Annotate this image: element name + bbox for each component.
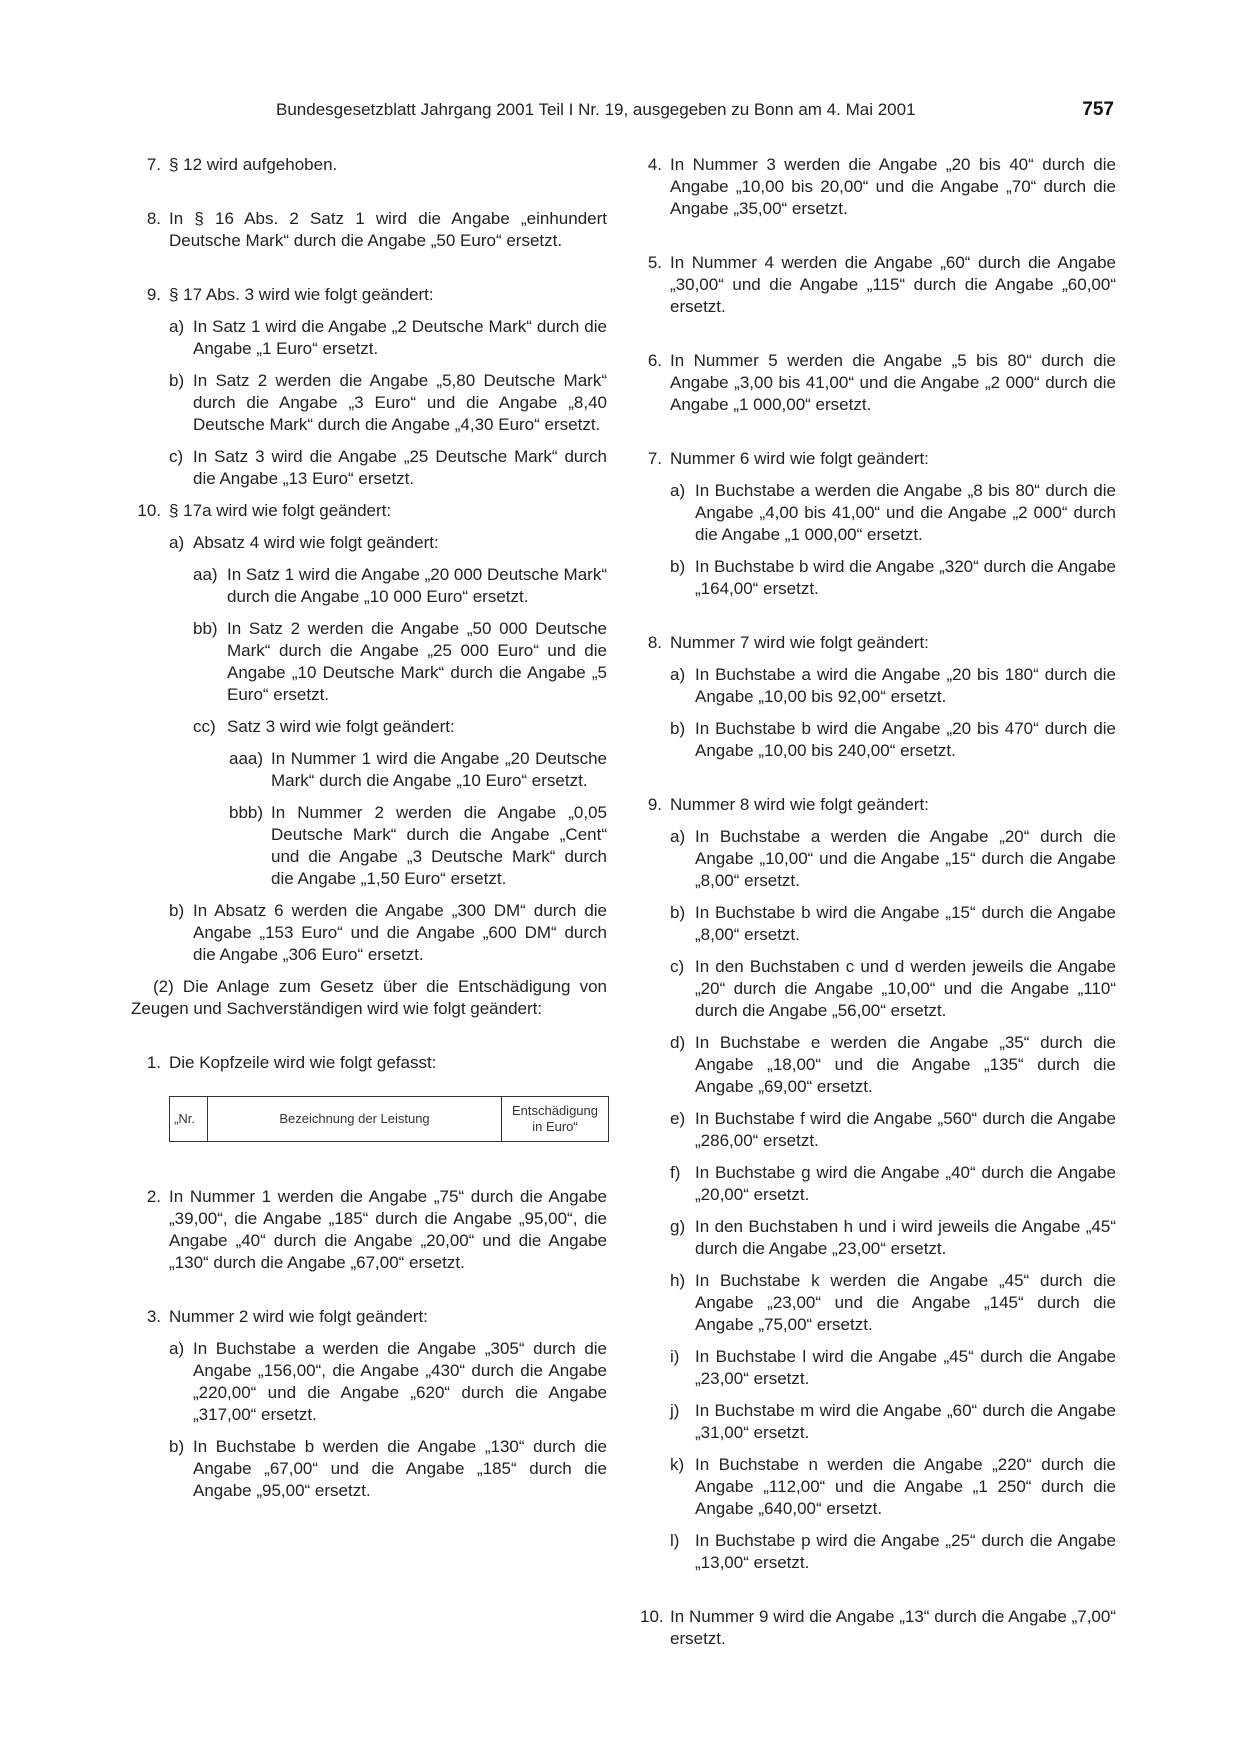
- item-number: 5.: [647, 253, 662, 272]
- item-number: 8.: [146, 209, 161, 228]
- list-item: [640, 718, 1116, 762]
- item-text: In Buchstabe k werden die Angabe „45“ durch die Angabe „23,00“ und die Angabe „145“ durch die Angabe „75,00“ ersetzt.: [695, 1271, 1116, 1334]
- item-letter: a): [169, 533, 185, 552]
- item-letter: i): [670, 1347, 680, 1366]
- item-text: In Buchstabe a werden die Angabe „8 bis 80“ durch die Angabe „4,00 bis 41,00“ und die Angabe „2 000“ durch die Angabe „1 000,00“ ersetzt.: [695, 481, 1116, 544]
- list-item: [131, 748, 607, 792]
- item-letter: a): [169, 317, 185, 336]
- list-item: [131, 446, 607, 490]
- item-letter: bb): [193, 619, 218, 638]
- item-text: In den Buchstaben h und i wird jeweils die Angabe „45“ durch die Angabe „23,00“ ersetzt.: [695, 1217, 1116, 1258]
- list-item: [640, 252, 1116, 318]
- list-item: [131, 1306, 607, 1328]
- table-header-entschaedigung: [502, 1097, 608, 1141]
- item-text: In Buchstabe n werden die Angabe „220“ durch die Angabe „112,00“ und die Angabe „1 250“ durch die Angabe „640,00“ ersetzt.: [695, 1455, 1116, 1518]
- item-text: In Buchstabe e werden die Angabe „35“ durch die Angabe „18,00“ und die Angabe „135“ durch die Angabe „69,00“ ersetzt.: [695, 1033, 1116, 1096]
- item-text: In Satz 2 werden die Angabe „50 000 Deutsche Mark“ durch die Angabe „25 000 Euro“ und die Angabe „10 Deutsche Mark“ durch die Angabe „5 Euro“ ersetzt.: [227, 619, 607, 704]
- list-item: [640, 1454, 1116, 1520]
- item-text: In § 16 Abs. 2 Satz 1 wird die Angabe „einhundert Deutsche Mark“ durch die Angabe „50 Euro“ ersetzt.: [169, 209, 607, 250]
- item-text: In Buchstabe a werden die Angabe „305“ durch die Angabe „156,00“, die Angabe „430“ durch die Angabe „220,00“ und die Angabe „620“ durch die Angabe „317,00“ ersetzt.: [193, 1339, 607, 1424]
- item-number: 9.: [146, 285, 161, 304]
- item-number: 7.: [647, 449, 662, 468]
- item-text: § 17a wird wie folgt geändert:: [169, 501, 392, 520]
- item-text: In Buchstabe b wird die Angabe „15“ durch die Angabe „8,00“ ersetzt.: [695, 903, 1116, 944]
- item-letter: a): [670, 827, 686, 846]
- list-item: [640, 1162, 1116, 1206]
- item-letter: e): [670, 1109, 686, 1128]
- list-item: [640, 826, 1116, 892]
- item-text: In Buchstabe m wird die Angabe „60“ durch die Angabe „31,00“ ersetzt.: [695, 1401, 1116, 1442]
- list-item: [640, 956, 1116, 1022]
- table-header-leistung: Bezeichnung der Leistung: [208, 1097, 502, 1141]
- item-text: In Buchstabe p wird die Angabe „25“ durch die Angabe „13,00“ ersetzt.: [695, 1531, 1116, 1572]
- item-text: Nummer 8 wird wie folgt geändert:: [670, 795, 929, 814]
- item-number: 4.: [647, 155, 662, 174]
- table-header-entschaedigung-label: Entschädigung in Euro“: [511, 1103, 598, 1134]
- item-letter: b): [169, 901, 185, 920]
- item-text: In Nummer 5 werden die Angabe „5 bis 80“ durch die Angabe „3,00 bis 41,00“ und die Angabe „2 000“ durch die Angabe „1 000,00“ ersetzt.: [670, 351, 1116, 414]
- item-text: Nummer 7 wird wie folgt geändert:: [670, 633, 929, 652]
- list-item: [640, 1108, 1116, 1152]
- paragraph: (2) Die Anlage zum Gesetz über die Entschädigung von Zeugen und Sachverständigen wird wie folgt geändert:: [131, 977, 607, 1018]
- item-letter: cc): [193, 717, 216, 736]
- item-letter: aaa): [229, 749, 264, 768]
- list-item: [131, 1436, 607, 1502]
- item-text: In Satz 1 wird die Angabe „2 Deutsche Mark“ durch die Angabe „1 Euro“ ersetzt.: [193, 317, 607, 358]
- item-text: In Nummer 1 werden die Angabe „75“ durch die Angabe „39,00“, die Angabe „185“ durch die Angabe „95,00“, die Angabe „40“ durch die Angabe „20,00“ und die Angabe „130“ durch die Angabe „67,00“ ersetzt.: [169, 1187, 607, 1272]
- page-number: 757: [1082, 99, 1114, 120]
- item-number: 9.: [647, 795, 662, 814]
- list-item: [131, 316, 607, 360]
- right-column: [640, 154, 1116, 1650]
- list-item: [640, 1270, 1116, 1336]
- list-item: [640, 1216, 1116, 1260]
- list-item: [640, 448, 1116, 470]
- item-number: 10.: [640, 1607, 664, 1626]
- item-letter: l): [670, 1531, 680, 1550]
- item-letter: b): [169, 1437, 185, 1456]
- item-text: Absatz 4 wird wie folgt geändert:: [193, 533, 439, 552]
- list-item: [640, 902, 1116, 946]
- item-text: § 17 Abs. 3 wird wie folgt geändert:: [169, 285, 434, 304]
- item-letter: b): [169, 371, 185, 390]
- item-number: 6.: [647, 351, 662, 370]
- list-item: [640, 632, 1116, 654]
- list-item: [131, 532, 607, 554]
- list-item: [640, 1606, 1116, 1650]
- item-letter: c): [169, 447, 184, 466]
- item-text: In Nummer 9 wird die Angabe „13“ durch die Angabe „7,00“ ersetzt.: [670, 1607, 1116, 1648]
- item-letter: f): [670, 1163, 681, 1182]
- item-text: Nummer 2 wird wie folgt geändert:: [169, 1307, 428, 1326]
- item-text: § 12 wird aufgehoben.: [169, 155, 338, 174]
- item-text: In Satz 3 wird die Angabe „25 Deutsche Mark“ durch die Angabe „13 Euro“ ersetzt.: [193, 447, 607, 488]
- list-item: [131, 564, 607, 608]
- item-letter: a): [169, 1339, 185, 1358]
- item-letter: aa): [193, 565, 218, 584]
- item-letter: g): [670, 1217, 686, 1236]
- item-text: Die Kopfzeile wird wie folgt gefasst:: [169, 1053, 437, 1072]
- item-letter: a): [670, 665, 686, 684]
- item-number: 7.: [146, 155, 161, 174]
- list-item: [640, 480, 1116, 546]
- item-letter: a): [670, 481, 686, 500]
- header-title: Bundesgesetzblatt Jahrgang 2001 Teil I Nr. 19, ausgegeben zu Bonn am 4. Mai 2001: [276, 100, 916, 119]
- list-item: [640, 1032, 1116, 1098]
- item-text: In Buchstabe a wird die Angabe „20 bis 180“ durch die Angabe „10,00 bis 92,00“ ersetzt.: [695, 665, 1116, 706]
- item-number: 8.: [647, 633, 662, 652]
- list-item: [131, 1338, 607, 1426]
- list-item: [131, 154, 607, 176]
- list-item: [131, 900, 607, 966]
- list-item: [640, 664, 1116, 708]
- item-number: 2.: [146, 1187, 161, 1206]
- item-letter: h): [670, 1271, 686, 1290]
- item-text: In Buchstabe g wird die Angabe „40“ durch die Angabe „20,00“ ersetzt.: [695, 1163, 1116, 1204]
- item-text: Nummer 6 wird wie folgt geändert:: [670, 449, 929, 468]
- item-text: In Satz 1 wird die Angabe „20 000 Deutsche Mark“ durch die Angabe „10 000 Euro“ ersetzt.: [227, 565, 607, 606]
- item-number: 3.: [146, 1307, 161, 1326]
- item-text: In Buchstabe f wird die Angabe „560“ durch die Angabe „286,00“ ersetzt.: [695, 1109, 1116, 1150]
- item-text: In Nummer 3 werden die Angabe „20 bis 40“ durch die Angabe „10,00 bis 20,00“ und die Angabe „70“ durch die Angabe „35,00“ ersetzt.: [670, 155, 1116, 218]
- left-column: [131, 154, 607, 1502]
- item-letter: d): [670, 1033, 686, 1052]
- item-letter: b): [670, 719, 686, 738]
- list-item: [640, 1530, 1116, 1574]
- list-item: [131, 208, 607, 252]
- item-text: In Buchstabe b werden die Angabe „130“ durch die Angabe „67,00“ und die Angabe „185“ durch die Angabe „95,00“ ersetzt.: [193, 1437, 607, 1500]
- list-item: [131, 1186, 607, 1274]
- table-header-nr: „Nr.: [170, 1097, 208, 1141]
- list-item: [640, 1400, 1116, 1444]
- list-item: [131, 618, 607, 706]
- item-text: In Buchstabe l wird die Angabe „45“ durch die Angabe „23,00“ ersetzt.: [695, 1347, 1116, 1388]
- page-header: [131, 100, 1114, 124]
- list-item: [131, 1052, 607, 1074]
- item-letter: k): [670, 1455, 685, 1474]
- item-text: In den Buchstaben c und d werden jeweils die Angabe „20“ durch die Angabe „10,00“ und die Angabe „110“ durch die Angabe „56,00“ ersetzt.: [695, 957, 1116, 1020]
- item-text: In Nummer 2 werden die Angabe „0,05 Deutsche Mark“ durch die Angabe „Cent“ und die Angabe „3 Deutsche Mark“ durch die Angabe „1,50 Euro“ ersetzt.: [271, 803, 607, 888]
- item-text: In Nummer 1 wird die Angabe „20 Deutsche Mark“ durch die Angabe „10 Euro“ ersetzt.: [271, 749, 607, 790]
- item-number: 10.: [137, 501, 161, 520]
- item-text: In Absatz 6 werden die Angabe „300 DM“ durch die Angabe „153 Euro“ und die Angabe „600 DM“ durch die Angabe „306 Euro“ ersetzt.: [193, 901, 607, 964]
- item-text: In Buchstabe b wird die Angabe „20 bis 470“ durch die Angabe „10,00 bis 240,00“ ersetzt.: [695, 719, 1116, 760]
- item-text: Satz 3 wird wie folgt geändert:: [227, 717, 455, 736]
- list-item: [640, 556, 1116, 600]
- list-item: [131, 802, 607, 890]
- item-text: In Buchstabe b wird die Angabe „320“ durch die Angabe „164,00“ ersetzt.: [695, 557, 1116, 598]
- list-item: [131, 284, 607, 306]
- item-letter: j): [670, 1401, 680, 1420]
- item-text: In Nummer 4 werden die Angabe „60“ durch die Angabe „30,00“ und die Angabe „115“ durch die Angabe „60,00“ ersetzt.: [670, 253, 1116, 316]
- list-item: [640, 1346, 1116, 1390]
- list-item: [640, 350, 1116, 416]
- list-item: [131, 716, 607, 738]
- item-number: 1.: [146, 1053, 161, 1072]
- item-text: In Buchstabe a werden die Angabe „20“ durch die Angabe „10,00“ und die Angabe „15“ durch die Angabe „8,00“ ersetzt.: [695, 827, 1116, 890]
- list-item: [131, 370, 607, 436]
- item-letter: c): [670, 957, 685, 976]
- list-item: [640, 794, 1116, 816]
- item-letter: b): [670, 903, 686, 922]
- item-letter: bbb): [229, 803, 264, 822]
- table-header: [169, 1096, 609, 1142]
- item-letter: b): [670, 557, 686, 576]
- item-text: In Satz 2 werden die Angabe „5,80 Deutsche Mark“ durch die Angabe „3 Euro“ und die Angabe „8,40 Deutsche Mark“ durch die Angabe „4,30 Euro“ ersetzt.: [193, 371, 607, 434]
- list-item: [131, 500, 607, 522]
- list-item: [640, 154, 1116, 220]
